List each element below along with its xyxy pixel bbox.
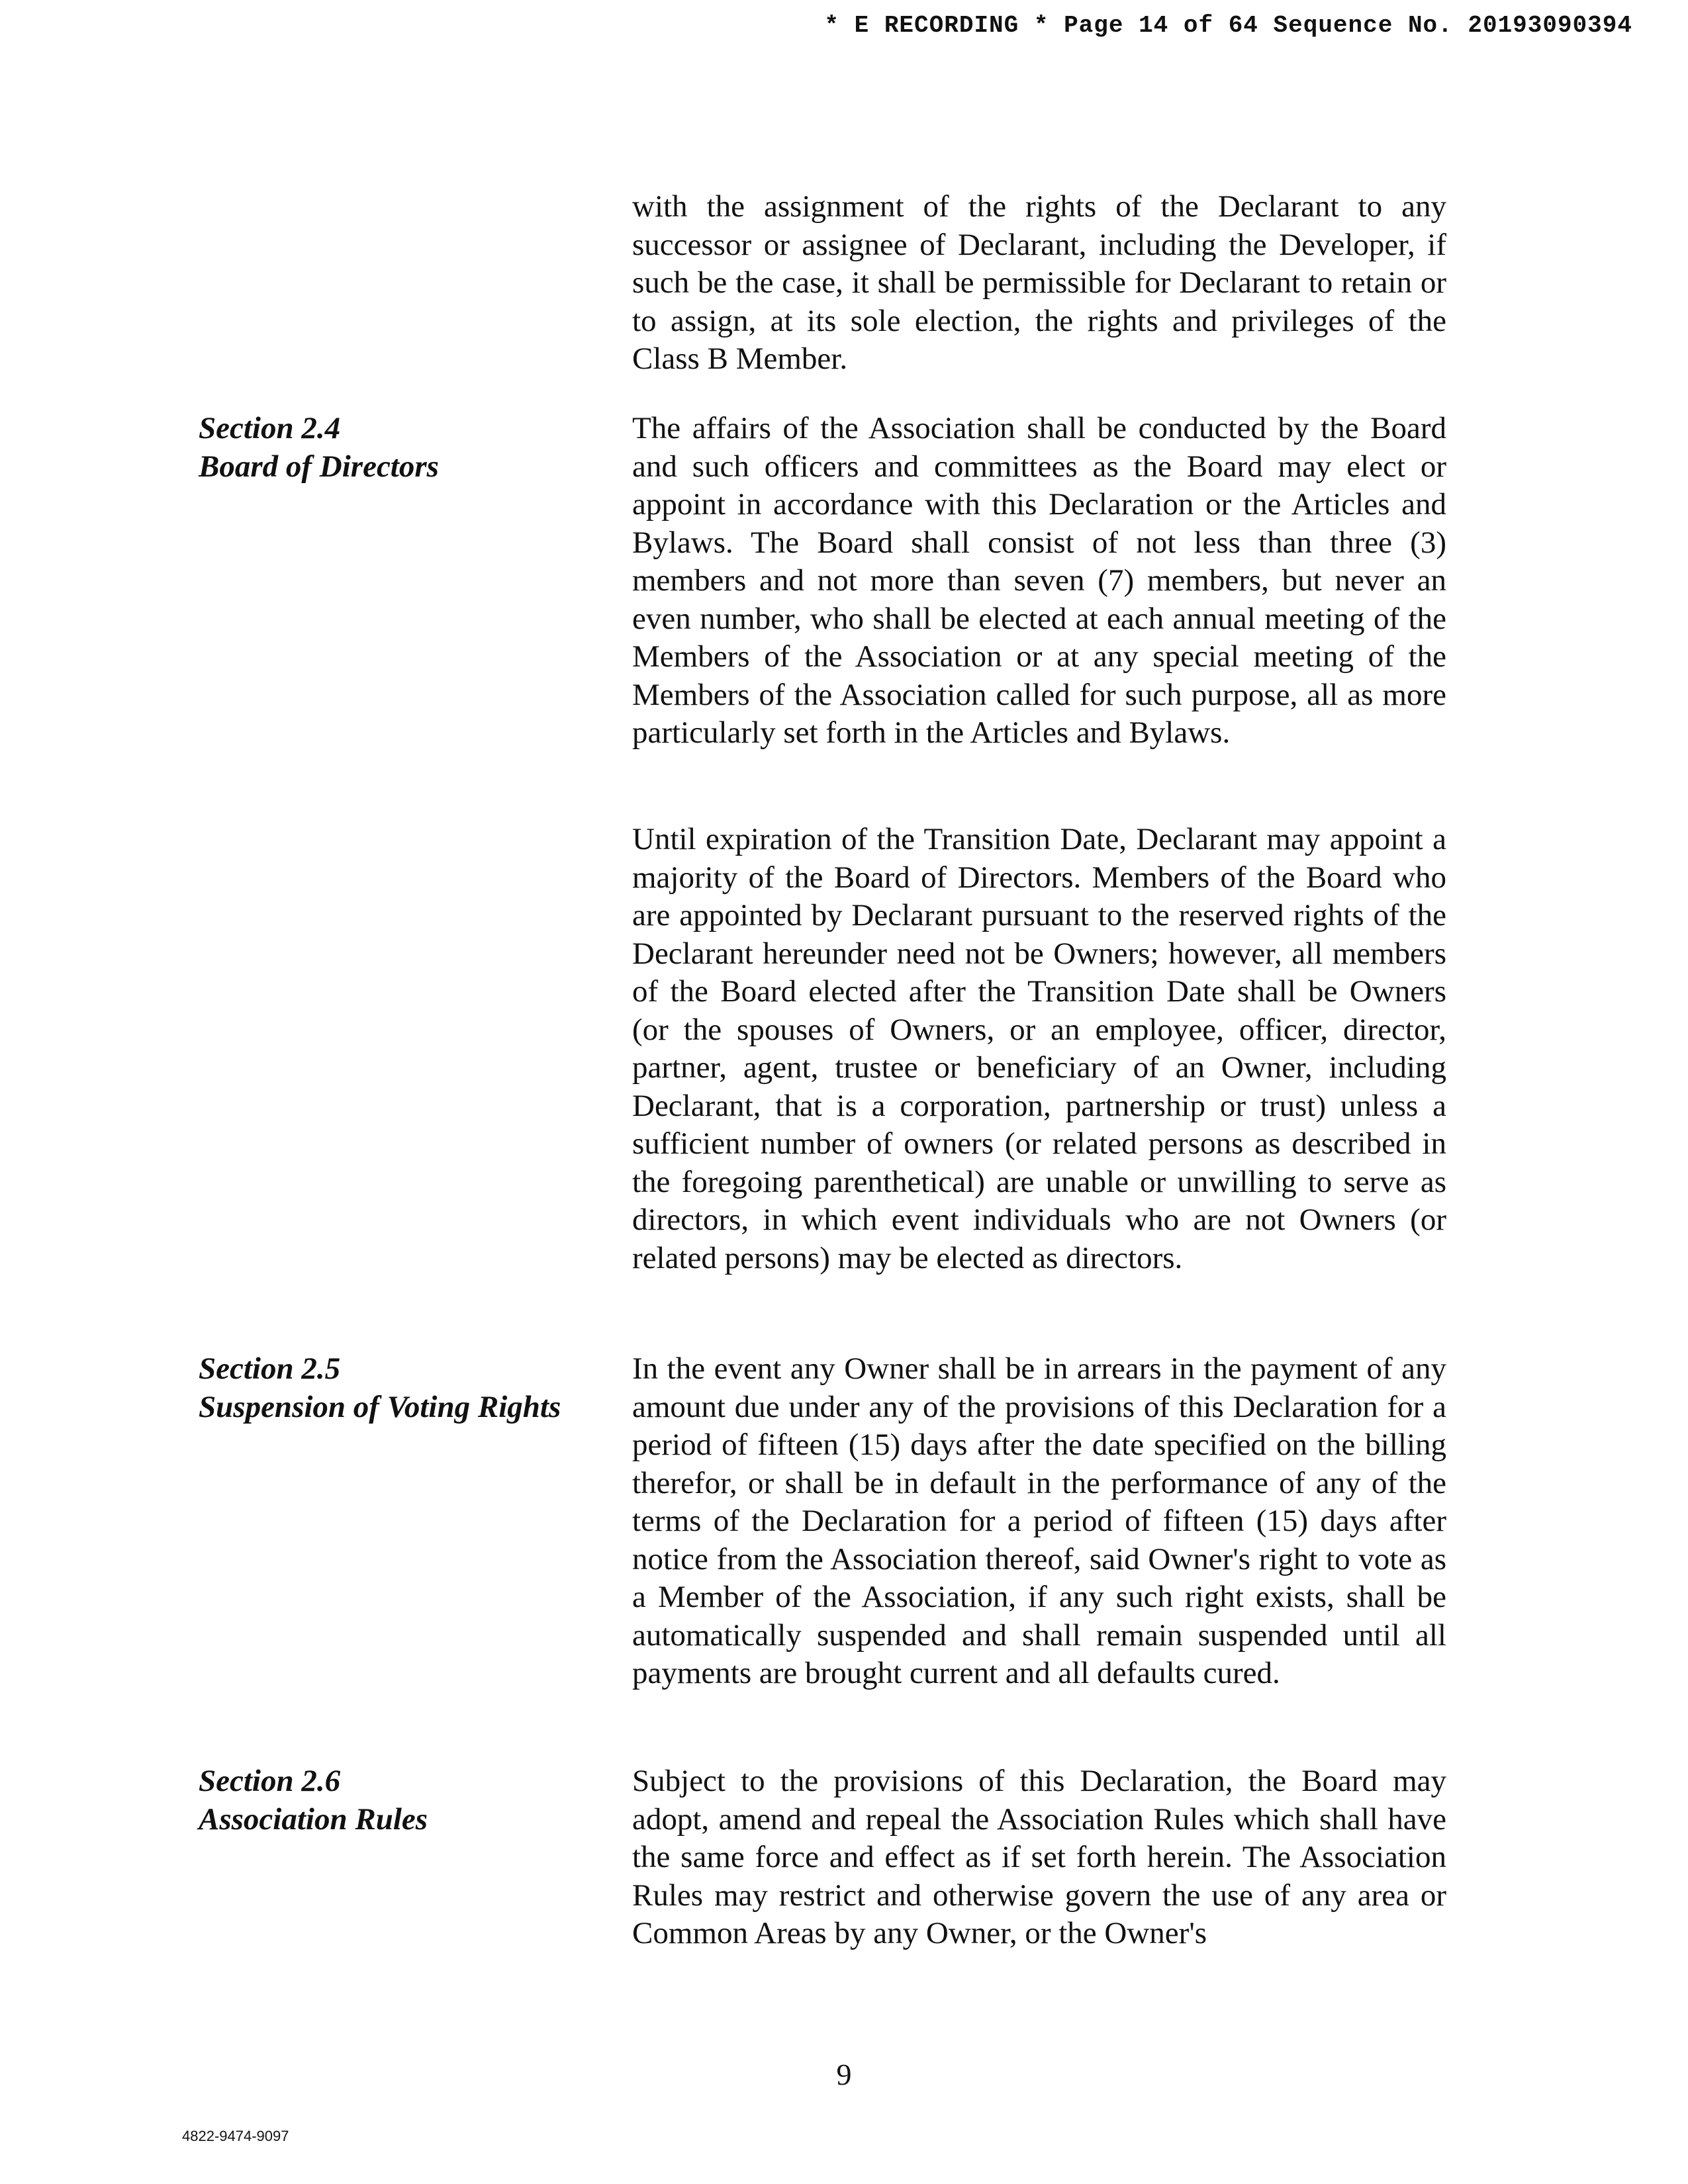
recording-header: * E RECORDING * Page 14 of 64 Sequence No. 20193090394: [824, 12, 1632, 39]
section-number: Section 2.6: [199, 1764, 341, 1798]
section-2-5-heading: [199, 1350, 622, 1426]
section-number: Section 2.5: [199, 1351, 341, 1386]
section-title: Association Rules: [199, 1801, 428, 1837]
section-2-4-heading: [199, 410, 622, 486]
section-2-5-paragraph: In the event any Owner shall be in arrears in the payment of any amount due under any of the provisions of this Declaration for a period of fifteen (15) days after the date specified on the billing therefor, or shall be in default in the performance of any of the terms of the Declaration for a period of fifteen (15) days after notice from the Association thereof, said Owner's right to vote as a Member of the Association, if any such right exists, shall be automatically suspended and shall remain suspended until all payments are brought current and all defaults cured.: [632, 1351, 1446, 1690]
section-number: Section 2.4: [199, 411, 341, 445]
section-title: Suspension of Voting Rights: [199, 1389, 561, 1424]
document-id: 4822-9474-9097: [182, 2128, 289, 2144]
section-2-6-paragraph: Subject to the provisions of this Declaration, the Board may adopt, amend and repeal the Association Rules which shall have the same force and effect as if set forth herein. The Association Rules may restrict and otherwise govern the use of any area or Common Areas by any Owner, or the Owner's: [632, 1764, 1446, 1950]
continuation-paragraph: with the assignment of the rights of the Declarant to any successor or assignee of Declarant, including the Developer, if such be the case, it shall be permissible for Declarant to retain or to assign, at its sole election, the rights and privileges of the Class B Member.: [632, 189, 1446, 376]
section-2-4-paragraph-1: The affairs of the Association shall be conducted by the Board and such officers and committees as the Board may elect or appoint in accordance with this Declaration or the Articles and Bylaws. The Board shall consist of not less than three (3) members and not more than seven (7) members, but never an even number, who shall be elected at each annual meeting of the Members of the Association or at any special meeting of the Members of the Association called for such purpose, all as more particularly set forth in the Articles and Bylaws.: [632, 411, 1446, 750]
section-2-6-heading: [199, 1762, 622, 1839]
section-title: Board of Directors: [199, 449, 439, 484]
section-2-4-paragraph-2: Until expiration of the Transition Date, Declarant may appoint a majority of the Board of Directors. Members of the Board who are appointed by Declarant pursuant to the reserved rights of the Declarant hereunder need not be Owners; however, all members of the Board elected after the Transition Date shall be Owners (or the spouses of Owners, or an employee, officer, director, partner, agent, trustee or beneficiary of an Owner, including Declarant, that is a corporation, partnership or trust) unless a sufficient number of owners (or related persons as described in the foregoing parenthetical) are unable or unwilling to serve as directors, in which event individuals who are not Owners (or related persons) may be elected as directors.: [632, 822, 1446, 1275]
page-number: 9: [836, 2058, 852, 2091]
